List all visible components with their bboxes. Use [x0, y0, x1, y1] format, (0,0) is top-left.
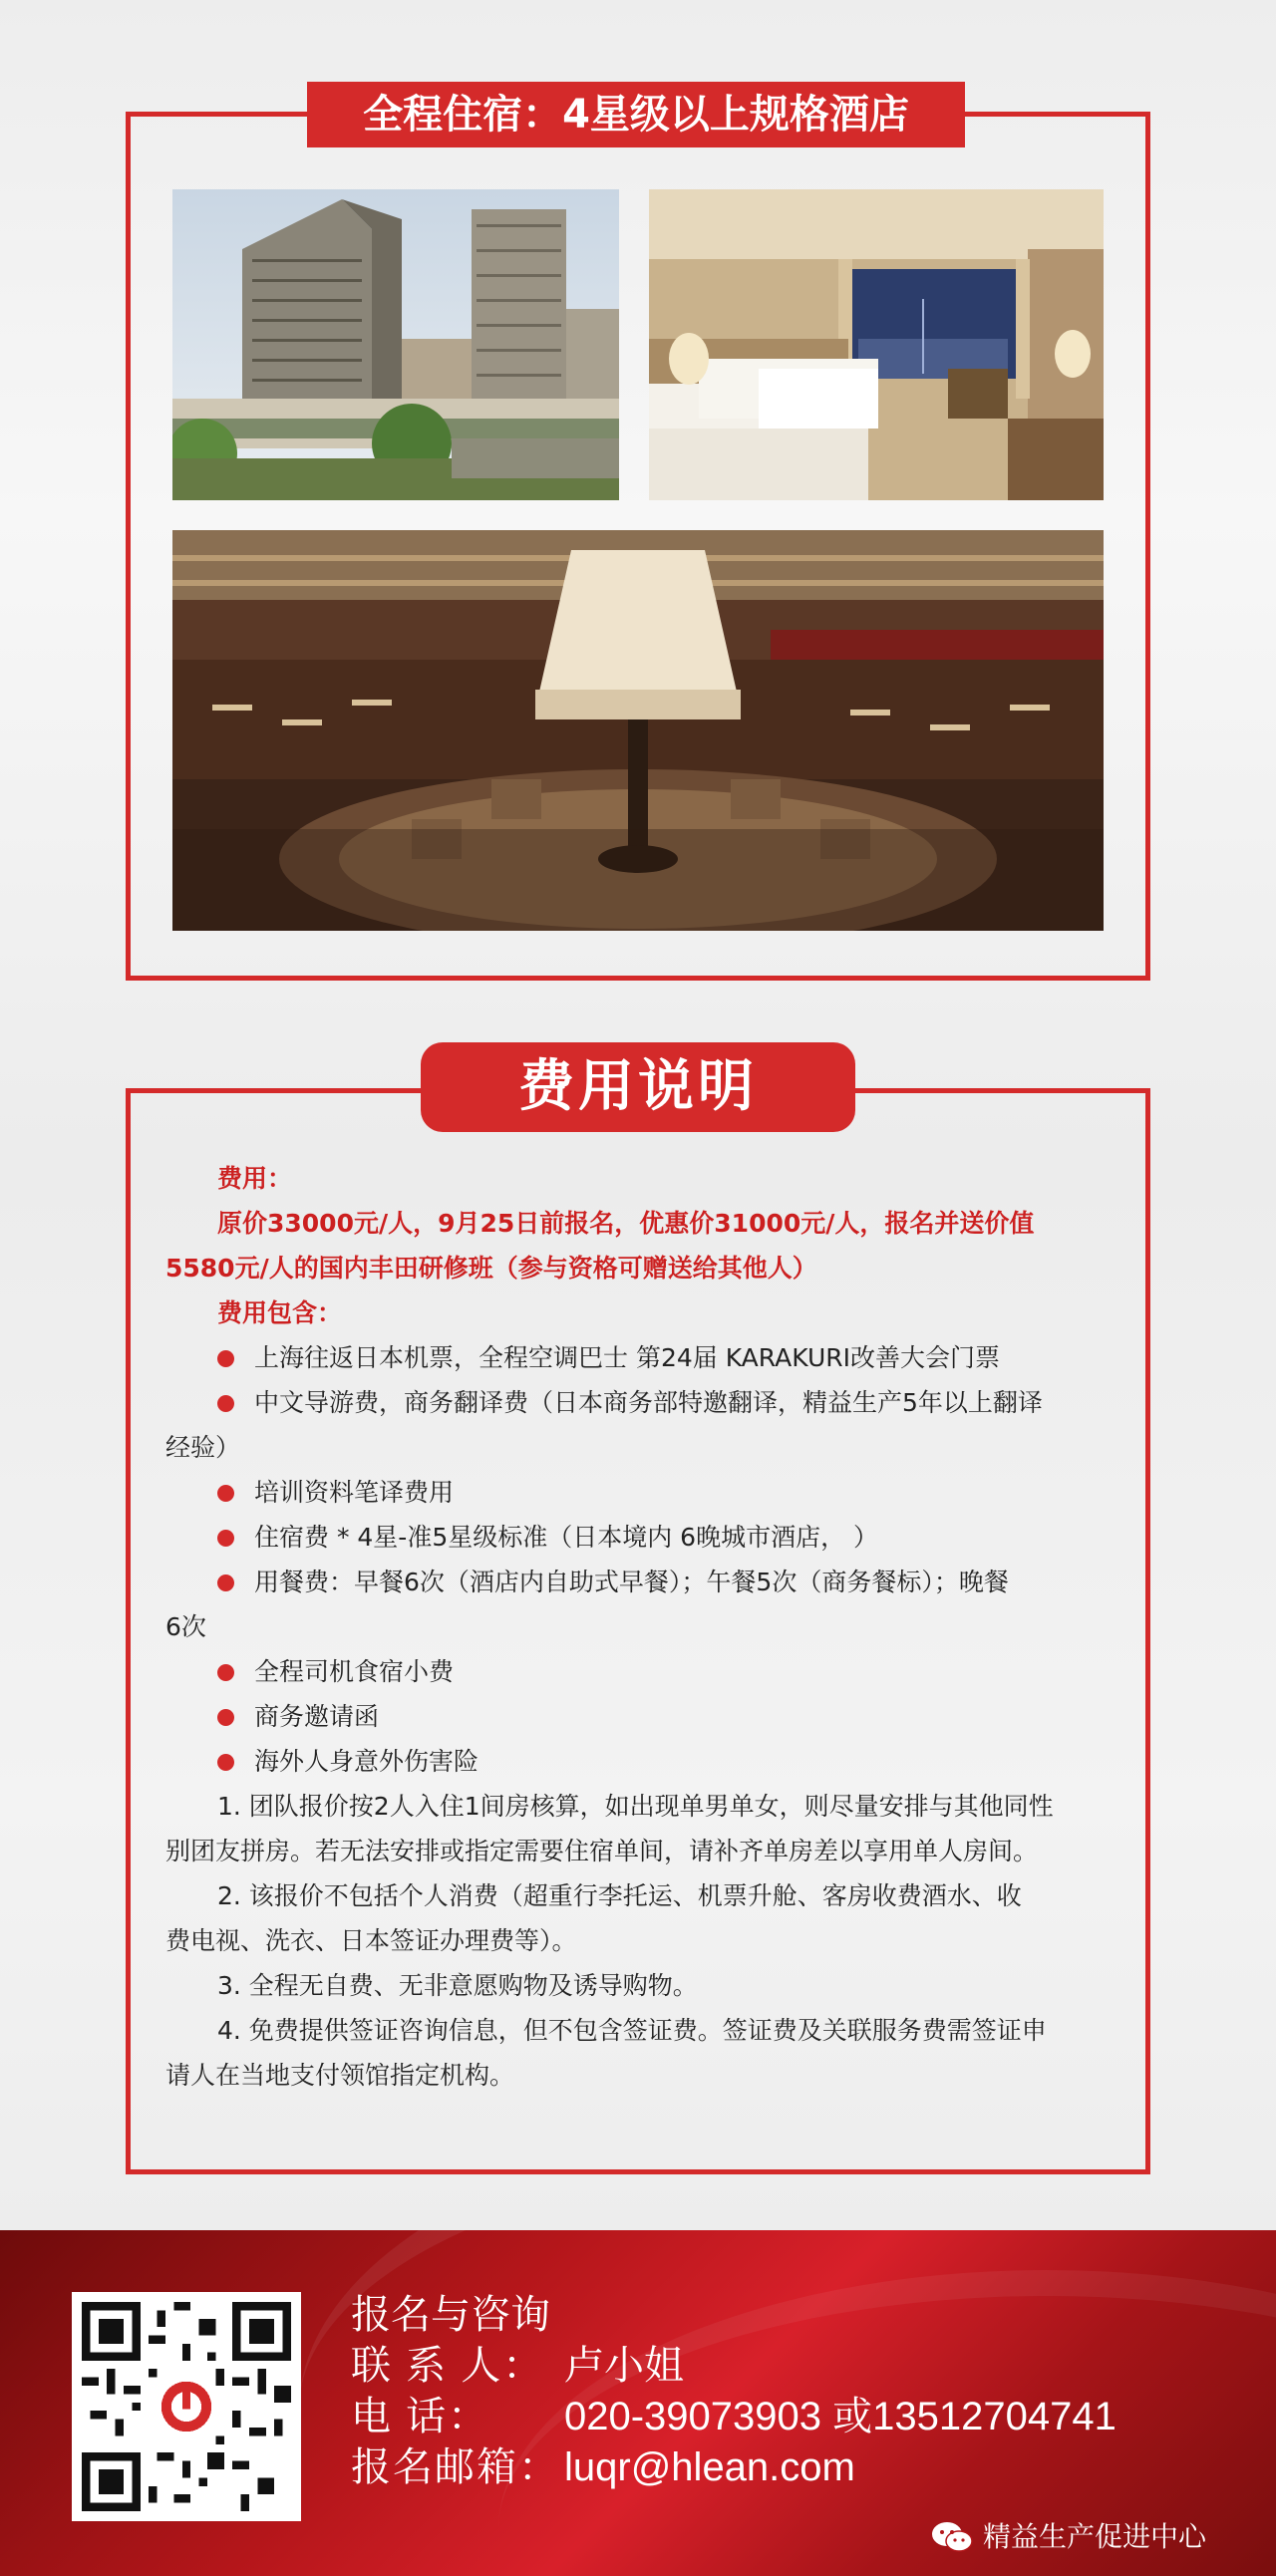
fees-section-title: 费用说明: [421, 1042, 855, 1132]
wechat-account: [931, 2519, 1206, 2555]
bullet-dot-icon: [217, 1574, 234, 1591]
contact-block: [351, 2290, 1116, 2493]
bullet-dot-icon: [217, 1350, 234, 1367]
list-item-continuation: 6次: [165, 1612, 206, 1641]
contact-email-row: 报名邮箱： luqr@hlean.com: [351, 2445, 855, 2489]
bullet-dot-icon: [217, 1395, 234, 1412]
hotel-lobby-photo: [172, 530, 1104, 931]
bullet-dot-icon: [217, 1709, 234, 1726]
list-item: 培训资料笔译费用: [165, 1470, 1113, 1515]
note-3: 3. 全程无自费、无非意愿购物及诱导购物。: [217, 1971, 698, 2000]
price-line-2: 5580元/人的国内丰田研修班（参与资格可赠送给其他人）: [165, 1254, 817, 1283]
hotel-room-photo: [649, 189, 1104, 500]
wechat-icon: [931, 2520, 973, 2554]
bullet-dot-icon: [217, 1485, 234, 1502]
contact-heading: 报名与咨询: [351, 2293, 550, 2337]
wechat-account-name: 精益生产促进中心: [983, 2520, 1207, 2553]
contact-phone-row: 电 话： 020-39073903 或13512704741: [351, 2395, 1116, 2438]
list-item: 用餐费：早餐6次（酒店内自助式早餐）；午餐5次（商务餐标）；晚餐: [165, 1560, 1113, 1604]
bullet-dot-icon: [217, 1530, 234, 1547]
note-1: 1. 团队报价按2人入住1间房核算，如出现单男单女，则尽量安排与其他同性: [217, 1792, 1054, 1821]
price-line-1: 原价33000元/人，9月25日前报名，优惠价31000元/人，报名并送价值: [217, 1209, 1035, 1238]
fees-body: [165, 1156, 1113, 2098]
note-1-continuation: 别团友拼房。若无法安排或指定需要住宿单间，请补齐单房差以享用单人房间。: [165, 1837, 1039, 1865]
list-item: 商务邀请函: [165, 1694, 1113, 1739]
bullet-dot-icon: [217, 1664, 234, 1681]
qr-code-icon[interactable]: [72, 2292, 301, 2521]
list-item-continuation: 经验）: [165, 1433, 241, 1462]
list-item: 上海往返日本机票，全程空调巴士 第24届 KARAKURI改善大会门票: [165, 1335, 1113, 1380]
list-item: 住宿费 * 4星-准5星级标准（日本境内 6晚城市酒店， ）: [165, 1515, 1113, 1560]
list-item: 海外人身意外伤害险: [165, 1739, 1113, 1784]
note-2: 2. 该报价不包括个人消费（超重行李托运、机票升舱、客房收费酒水、收: [217, 1881, 1022, 1910]
hotel-exterior-photo: [172, 189, 619, 500]
includes-label: 费用包含：: [217, 1298, 343, 1327]
list-item: 全程司机食宿小费: [165, 1649, 1113, 1694]
note-2-continuation: 费电视、洗衣、日本签证办理费等）。: [165, 1926, 577, 1955]
fee-label: 费用：: [217, 1164, 293, 1193]
note-4: 4. 免费提供签证咨询信息，但不包含签证费。签证费及关联服务费需签证申: [217, 2016, 1047, 2045]
contact-person-row: 联 系 人： 卢小姐: [351, 2344, 684, 2388]
note-4-continuation: 请人在当地支付领馆指定机构。: [165, 2061, 515, 2090]
bullet-dot-icon: [217, 1754, 234, 1771]
footer: [0, 2230, 1276, 2576]
list-item: 中文导游费，商务翻译费（日本商务部特邀翻译，精益生产5年以上翻译: [165, 1380, 1113, 1425]
hotel-section-title: 全程住宿：4星级以上规格酒店: [307, 82, 965, 147]
